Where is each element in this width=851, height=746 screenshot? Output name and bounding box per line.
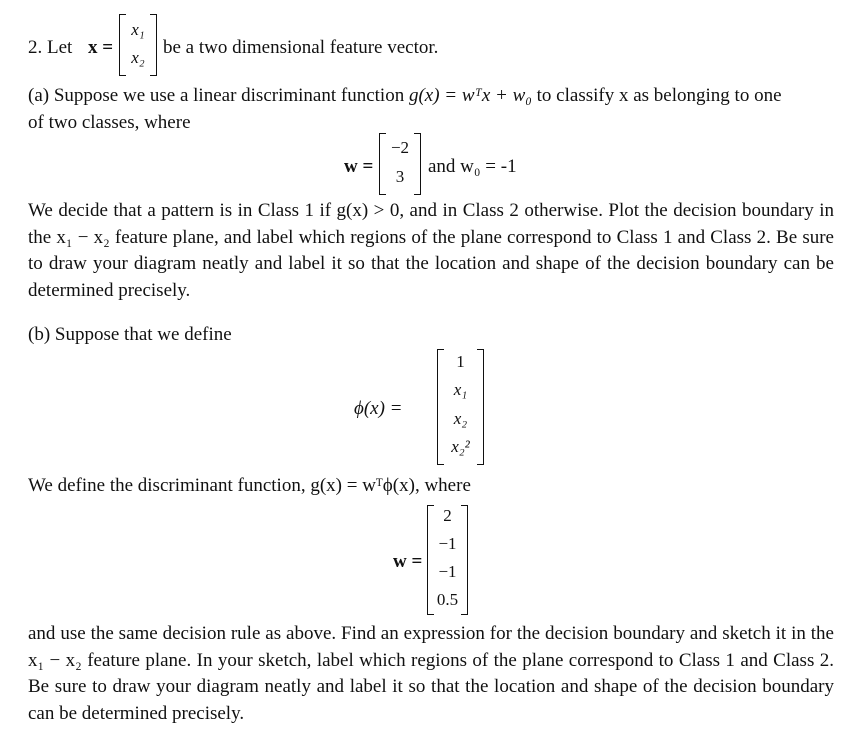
phi-vector-entry: 1 (456, 352, 465, 371)
phi-vector-entry: x₂ (453, 409, 468, 428)
w-vector-lhs: w = (344, 156, 374, 177)
phi-vector-entry: x₁ (453, 380, 468, 399)
part-b-intro: (b) Suppose that we define (28, 324, 232, 345)
w-vector-b-matrix (427, 505, 468, 615)
x-vector-lhs: x = (88, 37, 114, 58)
w-vector-b-lhs: w = (393, 551, 423, 572)
part-a-line2: of two classes, where (28, 112, 191, 133)
part-a-text: (a) Suppose we use a linear discriminant function (28, 85, 409, 106)
x-vector-matrix (119, 14, 157, 76)
part-b-body: and use the same decision rule as above. Find an expression for the decision boundary and sketch it in the x₁ − x₂ feature plane. In your sketch, label which regions of the plane correspond to Class 1 and Class 2. Be sure to draw your diagram neatly and label it so that the location and shape of the decision boundary can be determined precisely. (28, 623, 834, 724)
w-vector-b-entry: 0.5 (436, 590, 459, 609)
w-vector-b-entry: −1 (438, 534, 457, 553)
x-vector-entry: x₂ (131, 48, 145, 67)
question-number: 2. Let (28, 37, 73, 58)
w-vector-matrix (379, 133, 421, 195)
x-vector-entry: x₁ (131, 20, 145, 39)
g-expression: g(x) = wᵀx + w₀ (408, 85, 532, 106)
discriminant-definition: We define the discriminant function, g(x) = wᵀϕ(x), where (28, 475, 471, 496)
w-vector-b-entry: 2 (443, 506, 452, 525)
phi-lhs: ϕ(x) = (354, 398, 403, 419)
part-a-text: to classify x as belonging to one (531, 85, 782, 106)
part-a-intro (28, 85, 782, 107)
w-vector-entry: −2 (390, 138, 410, 157)
w0-text: and w₀ = -1 (428, 156, 517, 177)
intro-tail-text: be a two dimensional feature vector. (163, 37, 439, 58)
w-vector-b-entry: −1 (438, 562, 457, 581)
phi-vector-entry: x₂² (451, 437, 470, 456)
phi-vector-matrix (437, 349, 484, 465)
w-vector-entry: 3 (395, 167, 405, 186)
part-a-body: We decide that a pattern is in Class 1 if g(x) > 0, and in Class 2 otherwise. Plot the decision boundary in the x₁ − x₂ feature plane, and label which regions of the plane correspond to Class 1 and Class 2. Be sure to draw your diagram neatly and label it so that the location and shape of the decision boundary can be determined precisely. (28, 200, 834, 301)
